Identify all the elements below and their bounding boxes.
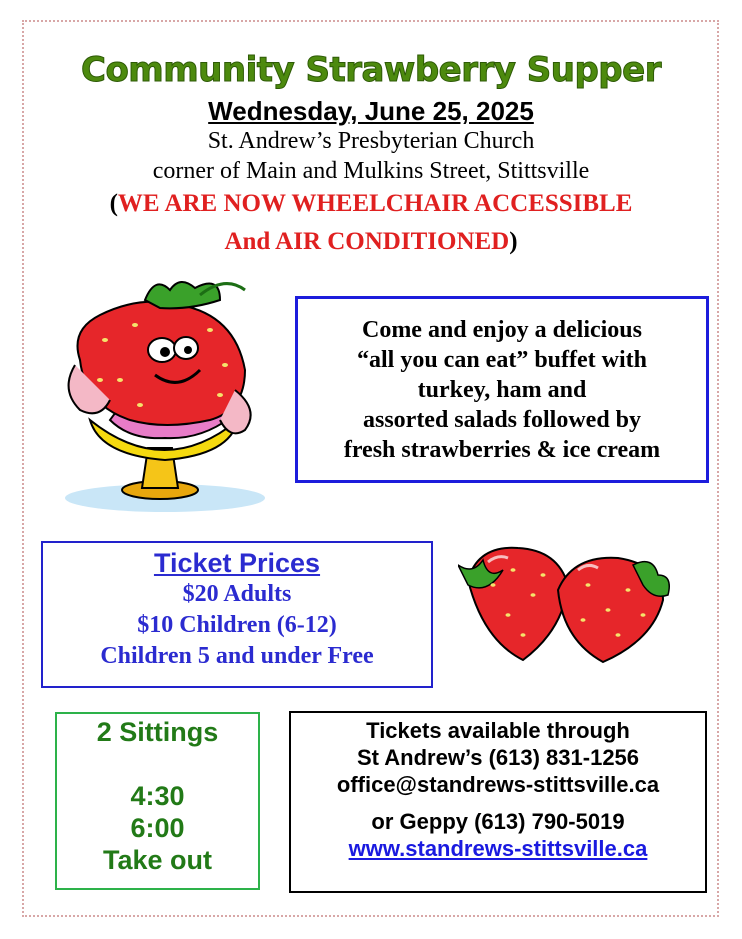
ticket-prices-box	[41, 541, 433, 688]
strawberries-icon	[458, 540, 683, 670]
event-date: Wednesday, June 25, 2025	[208, 96, 534, 126]
sittings-title: 2 Sittings	[96, 717, 219, 747]
sitting-time-2: 6:00	[130, 813, 185, 843]
sittings-box	[55, 712, 260, 890]
buffet-line: turkey, ham and	[417, 376, 587, 403]
open-paren: (	[109, 190, 118, 217]
take-out-option: Take out	[102, 845, 212, 875]
buffet-line: Come and enjoy a delicious	[361, 316, 642, 343]
ticket-contact-box	[289, 711, 707, 893]
adult-price: $20 Adults	[182, 581, 292, 607]
accessibility-line-1	[0, 190, 742, 218]
event-title: Community Strawberry Supper	[81, 50, 661, 90]
church-name: St. Andrew’s Presbyterian Church	[207, 128, 535, 154]
church-address: corner of Main and Mulkins Street, Stittsville	[152, 158, 590, 184]
wheelchair-accessible-text: WE ARE NOW WHEELCHAIR ACCESSIBLE	[117, 190, 633, 217]
church-phone: St Andrew’s (613) 831-1256	[356, 745, 640, 770]
close-paren: )	[509, 228, 518, 255]
buffet-line: fresh strawberries & ice cream	[343, 436, 661, 463]
strawberry-sundae-icon	[60, 270, 270, 520]
buffet-description-box	[295, 296, 709, 483]
buffet-line: “all you can eat” buffet with	[357, 346, 647, 373]
buffet-line: assorted salads followed by	[362, 406, 642, 433]
website-link[interactable]: www.standrews-stittsville.ca	[348, 836, 648, 861]
ticket-prices-title: Ticket Prices	[153, 548, 321, 578]
child-price: $10 Children (6-12)	[137, 612, 337, 638]
tickets-available-text: Tickets available through	[366, 718, 630, 743]
free-admission: Children 5 and under Free	[100, 643, 374, 669]
air-conditioned-text: And AIR CONDITIONED	[224, 228, 510, 255]
accessibility-line-2	[0, 228, 742, 256]
geppy-phone: or Geppy (613) 790-5019	[371, 809, 625, 834]
office-email: office@standrews-stittsville.ca	[336, 772, 660, 797]
sitting-time-1: 4:30	[130, 781, 185, 811]
